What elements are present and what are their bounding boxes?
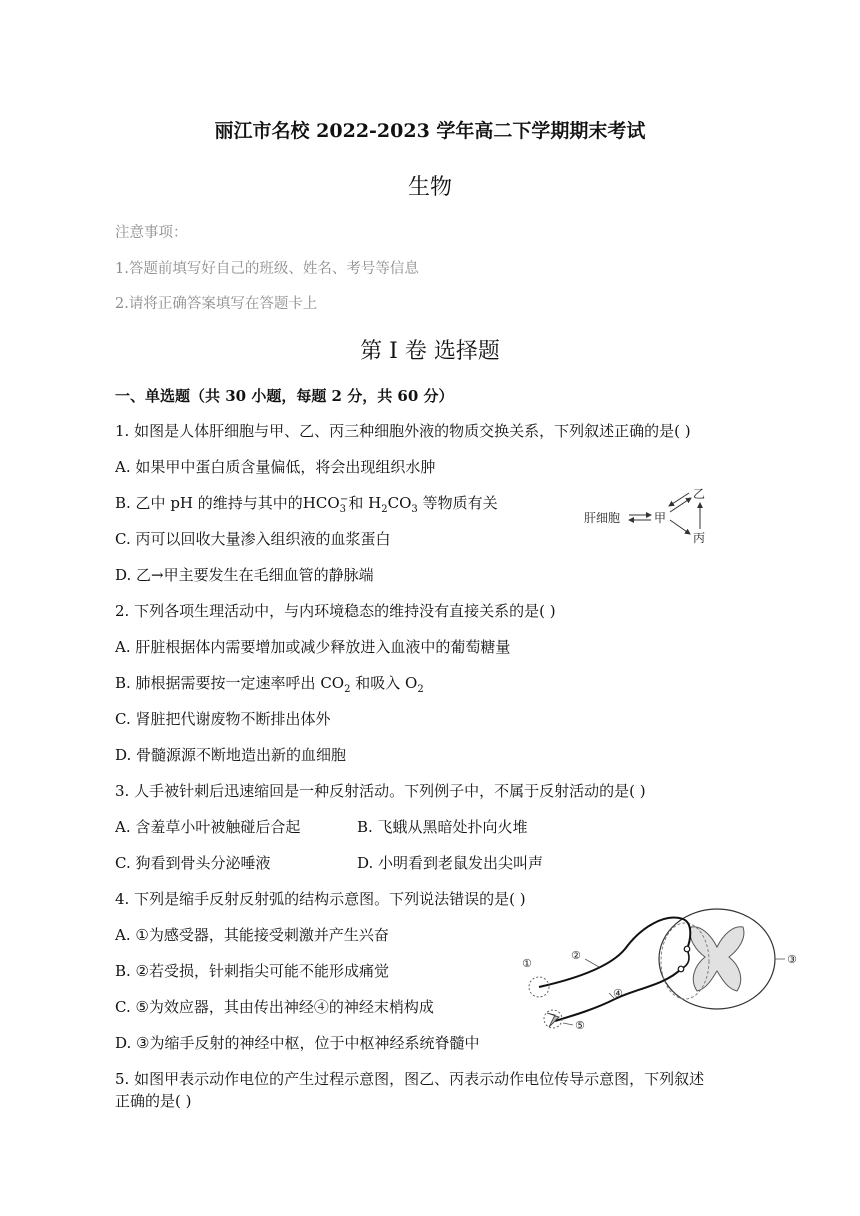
arrow-yi-to-jia <box>669 493 689 506</box>
label-4: ④ <box>613 987 623 1000</box>
question-4-option-a: A. ①为感受器，其能接受刺激并产生兴奋 <box>115 926 389 944</box>
arrow-jia-to-yi <box>670 498 691 512</box>
question-1-option-b: B. 乙中 pH 的维持与其中的$HCO_3^-$和 $H_2CO_3$ 等物质有关 <box>115 494 498 515</box>
question-3-stem: 3. 人手被针刺后迅速缩回是一种反射活动。下列例子中，不属于反射活动的是( ) <box>115 782 646 800</box>
label-3: ③ <box>787 953 797 966</box>
question-2-option-a: A. 肝脏根据体内需要增加或减少释放进入血液中的葡萄糖量 <box>115 638 511 656</box>
label-1: ① <box>522 957 532 970</box>
question-1-option-c: C. 丙可以回收大量渗入组织液的血浆蛋白 <box>115 530 391 548</box>
question-3-option-c: C. 狗看到骨头分泌唾液 <box>115 854 271 872</box>
label-jia: 甲 <box>654 511 667 525</box>
question-4-option-b: B. ②若受损，针刺指尖可能不能形成痛觉 <box>115 962 390 980</box>
question-3-option-d: D. 小明看到老鼠发出尖叫声 <box>357 854 544 872</box>
question-2-option-b: B. 肺根据需要按一定速率呼出 $CO_2$ 和吸入 $O_2$ <box>115 674 424 695</box>
question-1-option-a: A. 如果甲中蛋白质含量偏低，将会出现组织水肿 <box>115 458 436 476</box>
fluid-exchange-diagram <box>578 484 728 546</box>
label-2: ② <box>571 949 581 962</box>
notice-item-1: 1.答题前填写好自己的班级、姓名、考号等信息 <box>115 261 419 277</box>
question-4-option-d: D. ③为缩手反射的神经中枢，位于中枢神经系统脊髓中 <box>115 1034 480 1052</box>
reflex-arc-diagram <box>515 905 805 1033</box>
question-1-option-d: D. 乙→甲主要发生在毛细血管的静脉端 <box>115 566 374 584</box>
part-heading: 一、单选题（共 30 小题，每题 2 分，共 60 分） <box>115 387 454 405</box>
exam-title: 丽江市名校 2022-2023 学年高二下学期期末考试 <box>214 120 646 142</box>
arrow-jia-to-bing <box>670 520 690 534</box>
label-yi: 乙 <box>693 487 706 501</box>
label-liver-cell: 肝细胞 <box>584 511 621 525</box>
question-4-stem: 4. 下列是缩手反射反射弧的结构示意图。下列说法错误的是( ) <box>115 890 526 908</box>
section-title: 第 I 卷 选择题 <box>360 339 500 364</box>
notice-item-2: 2.请将正确答案填写在答题卡上 <box>115 296 318 312</box>
question-3-option-a: A. 含羞草小叶被触碰后合起 <box>115 818 301 836</box>
notice-heading: 注意事项： <box>115 225 188 241</box>
question-3-option-b: B. 飞蛾从黑暗处扑向火堆 <box>357 818 528 836</box>
question-1-stem: 1. 如图是人体肝细胞与甲、乙、丙三种细胞外液的物质交换关系，下列叙述正确的是( ) <box>115 422 691 440</box>
question-2-option-c: C. 肾脏把代谢废物不断排出体外 <box>115 710 331 728</box>
label-bing: 丙 <box>693 531 706 545</box>
subject-title: 生物 <box>407 175 452 200</box>
question-4-option-c: C. ⑤为效应器，其由传出神经④的神经末梢构成 <box>115 998 434 1016</box>
question-5-stem-line-2: 正确的是( ) <box>115 1092 192 1110</box>
label-5: ⑤ <box>575 1019 585 1032</box>
question-2-option-d: D. 骨髓源源不断地造出新的血细胞 <box>115 746 347 764</box>
question-2-stem: 2. 下列各项生理活动中，与内环境稳态的维持没有直接关系的是( ) <box>115 602 556 620</box>
question-5-stem-line-1: 5. 如图甲表示动作电位的产生过程示意图，图乙、丙表示动作电位传导示意图，下列叙述 <box>115 1070 705 1088</box>
